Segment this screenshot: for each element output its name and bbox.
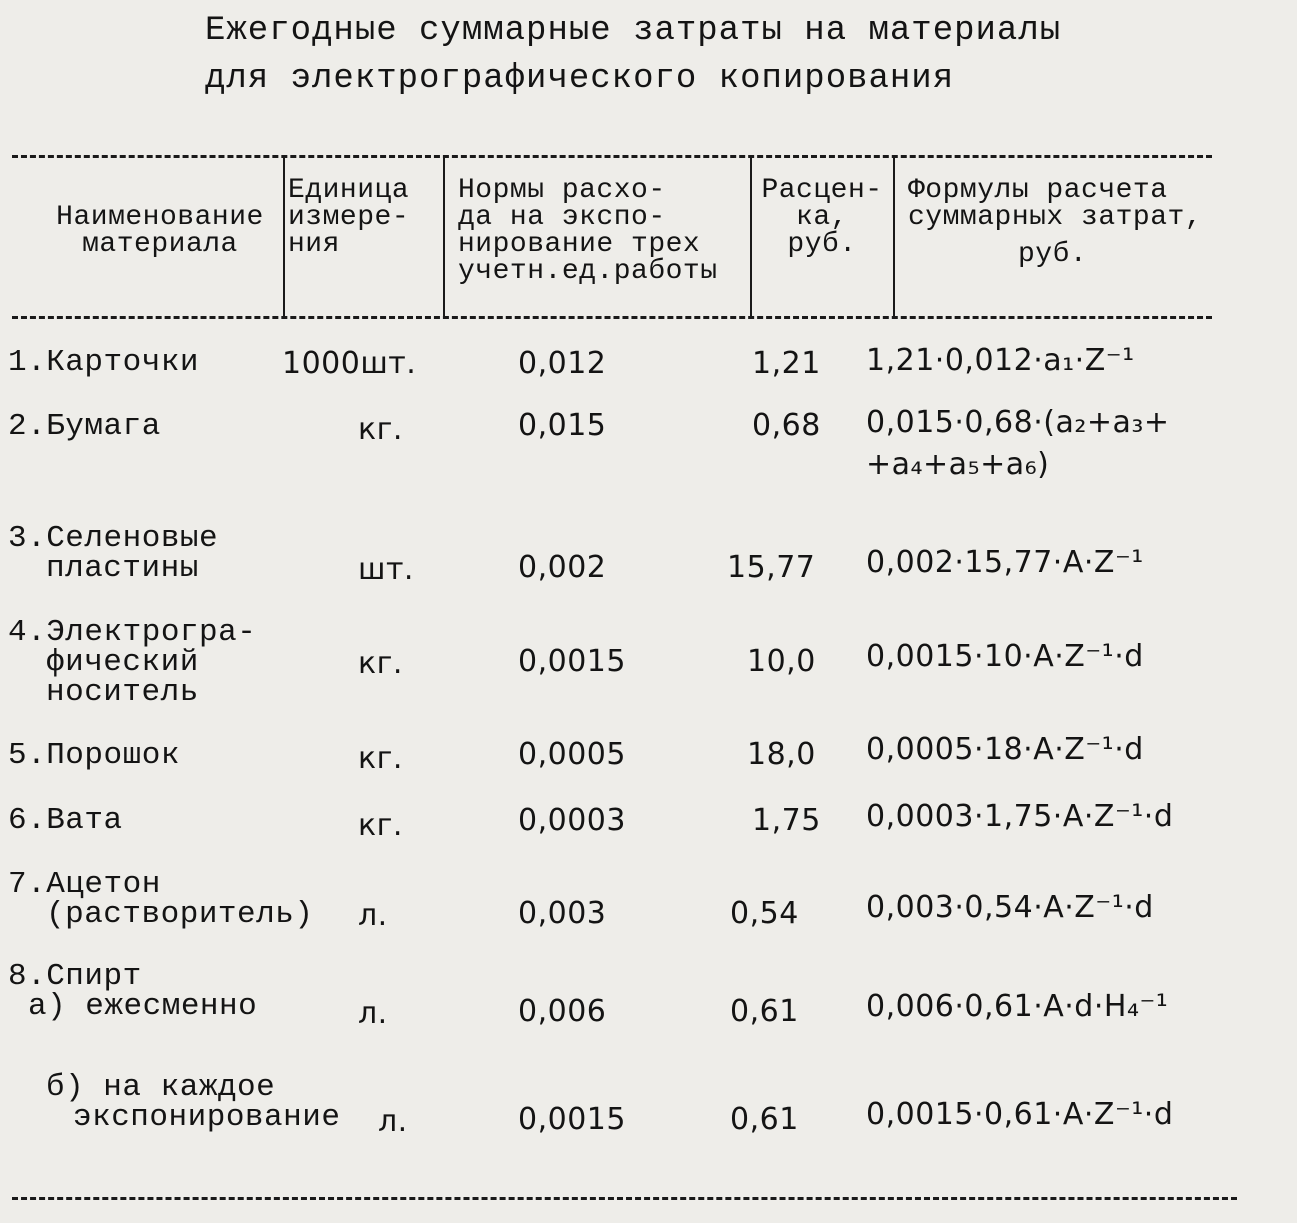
row-formula: 0,006·0,61·A·d·H₄⁻¹	[866, 989, 1169, 1024]
header-divider	[443, 158, 445, 318]
table-top-rule	[12, 155, 1212, 158]
row-unit: кг.	[358, 808, 403, 843]
row-formula: 0,0015·0,61·A·Z⁻¹·d	[866, 1097, 1174, 1132]
header-bottom-rule	[12, 316, 1212, 319]
row-unit: л.	[358, 898, 388, 933]
row-norm: 0,0015	[518, 1102, 626, 1137]
row-price: 18,0	[747, 737, 816, 772]
table-row: 8.Спирт а) ежесменно	[8, 959, 258, 1024]
row-unit: кг.	[358, 646, 403, 681]
row-unit: шт.	[358, 552, 414, 587]
table-row: 2.Бумага	[8, 409, 161, 444]
row-formula: 0,0005·18·A·Z⁻¹·d	[866, 732, 1144, 767]
row-formula: 0,002·15,77·A·Z⁻¹	[866, 545, 1144, 580]
header-formula: Формулы расчета суммарных затрат, руб.	[908, 175, 1203, 270]
row-norm: 0,0003	[518, 803, 626, 838]
row-price: 15,77	[727, 550, 816, 585]
row-unit: 1000шт.	[282, 346, 417, 381]
title-line-2: для электрографического копирования	[205, 60, 955, 98]
row-unit: л.	[378, 1104, 408, 1139]
header-unit: Единица измере- ния	[288, 175, 410, 260]
row-formula: 1,21·0,012·a₁·Z⁻¹	[866, 343, 1135, 378]
row-price: 0,68	[752, 408, 821, 443]
row-norm: 0,003	[518, 896, 607, 931]
row-norm: 0,0015	[518, 644, 626, 679]
table-row: 3.Селеновые пластины	[8, 521, 219, 586]
table-row: 4.Электрогра- фический носитель	[8, 615, 257, 710]
row-formula: 0,003·0,54·A·Z⁻¹·d	[866, 890, 1154, 925]
title-line-1: Ежегодные суммарные затраты на материалы	[205, 12, 1062, 50]
row-price: 1,75	[752, 803, 821, 838]
row-norm: 0,012	[518, 346, 607, 381]
header-divider	[893, 158, 895, 318]
row-formula: 0,0015·10·A·Z⁻¹·d	[866, 639, 1144, 674]
header-norms: Нормы расхо- да на экспо- нирование трех учетн.ед.работы	[458, 175, 718, 287]
table-row: 1.Карточки	[8, 345, 200, 380]
header-name: Наименование материала	[56, 202, 264, 260]
table-row: 7.Ацетон (растворитель)	[8, 867, 314, 932]
table-bottom-rule	[12, 1197, 1237, 1200]
row-formula: 0,0003·1,75·A·Z⁻¹·d	[866, 799, 1174, 834]
row-price: 10,0	[747, 644, 816, 679]
row-price: 0,61	[730, 1102, 799, 1137]
row-price: 0,54	[730, 896, 799, 931]
row-norm: 0,006	[518, 994, 607, 1029]
table-row: 6.Вата	[8, 803, 123, 838]
row-unit: л.	[358, 996, 388, 1031]
table-row: 5.Порошок	[8, 738, 180, 773]
header-price: Расцен- ка, руб.	[761, 175, 883, 260]
row-price: 0,61	[730, 994, 799, 1029]
row-unit: кг.	[358, 741, 403, 776]
row-price: 1,21	[752, 346, 821, 381]
table-row: б) на каждое экспонирование	[46, 1070, 341, 1135]
row-formula: 0,015·0,68·(a₂+a₃+ +a₄+a₅+a₆)	[866, 405, 1170, 482]
row-norm: 0,002	[518, 550, 607, 585]
row-unit: кг.	[358, 412, 403, 447]
row-norm: 0,015	[518, 408, 607, 443]
row-norm: 0,0005	[518, 737, 626, 772]
